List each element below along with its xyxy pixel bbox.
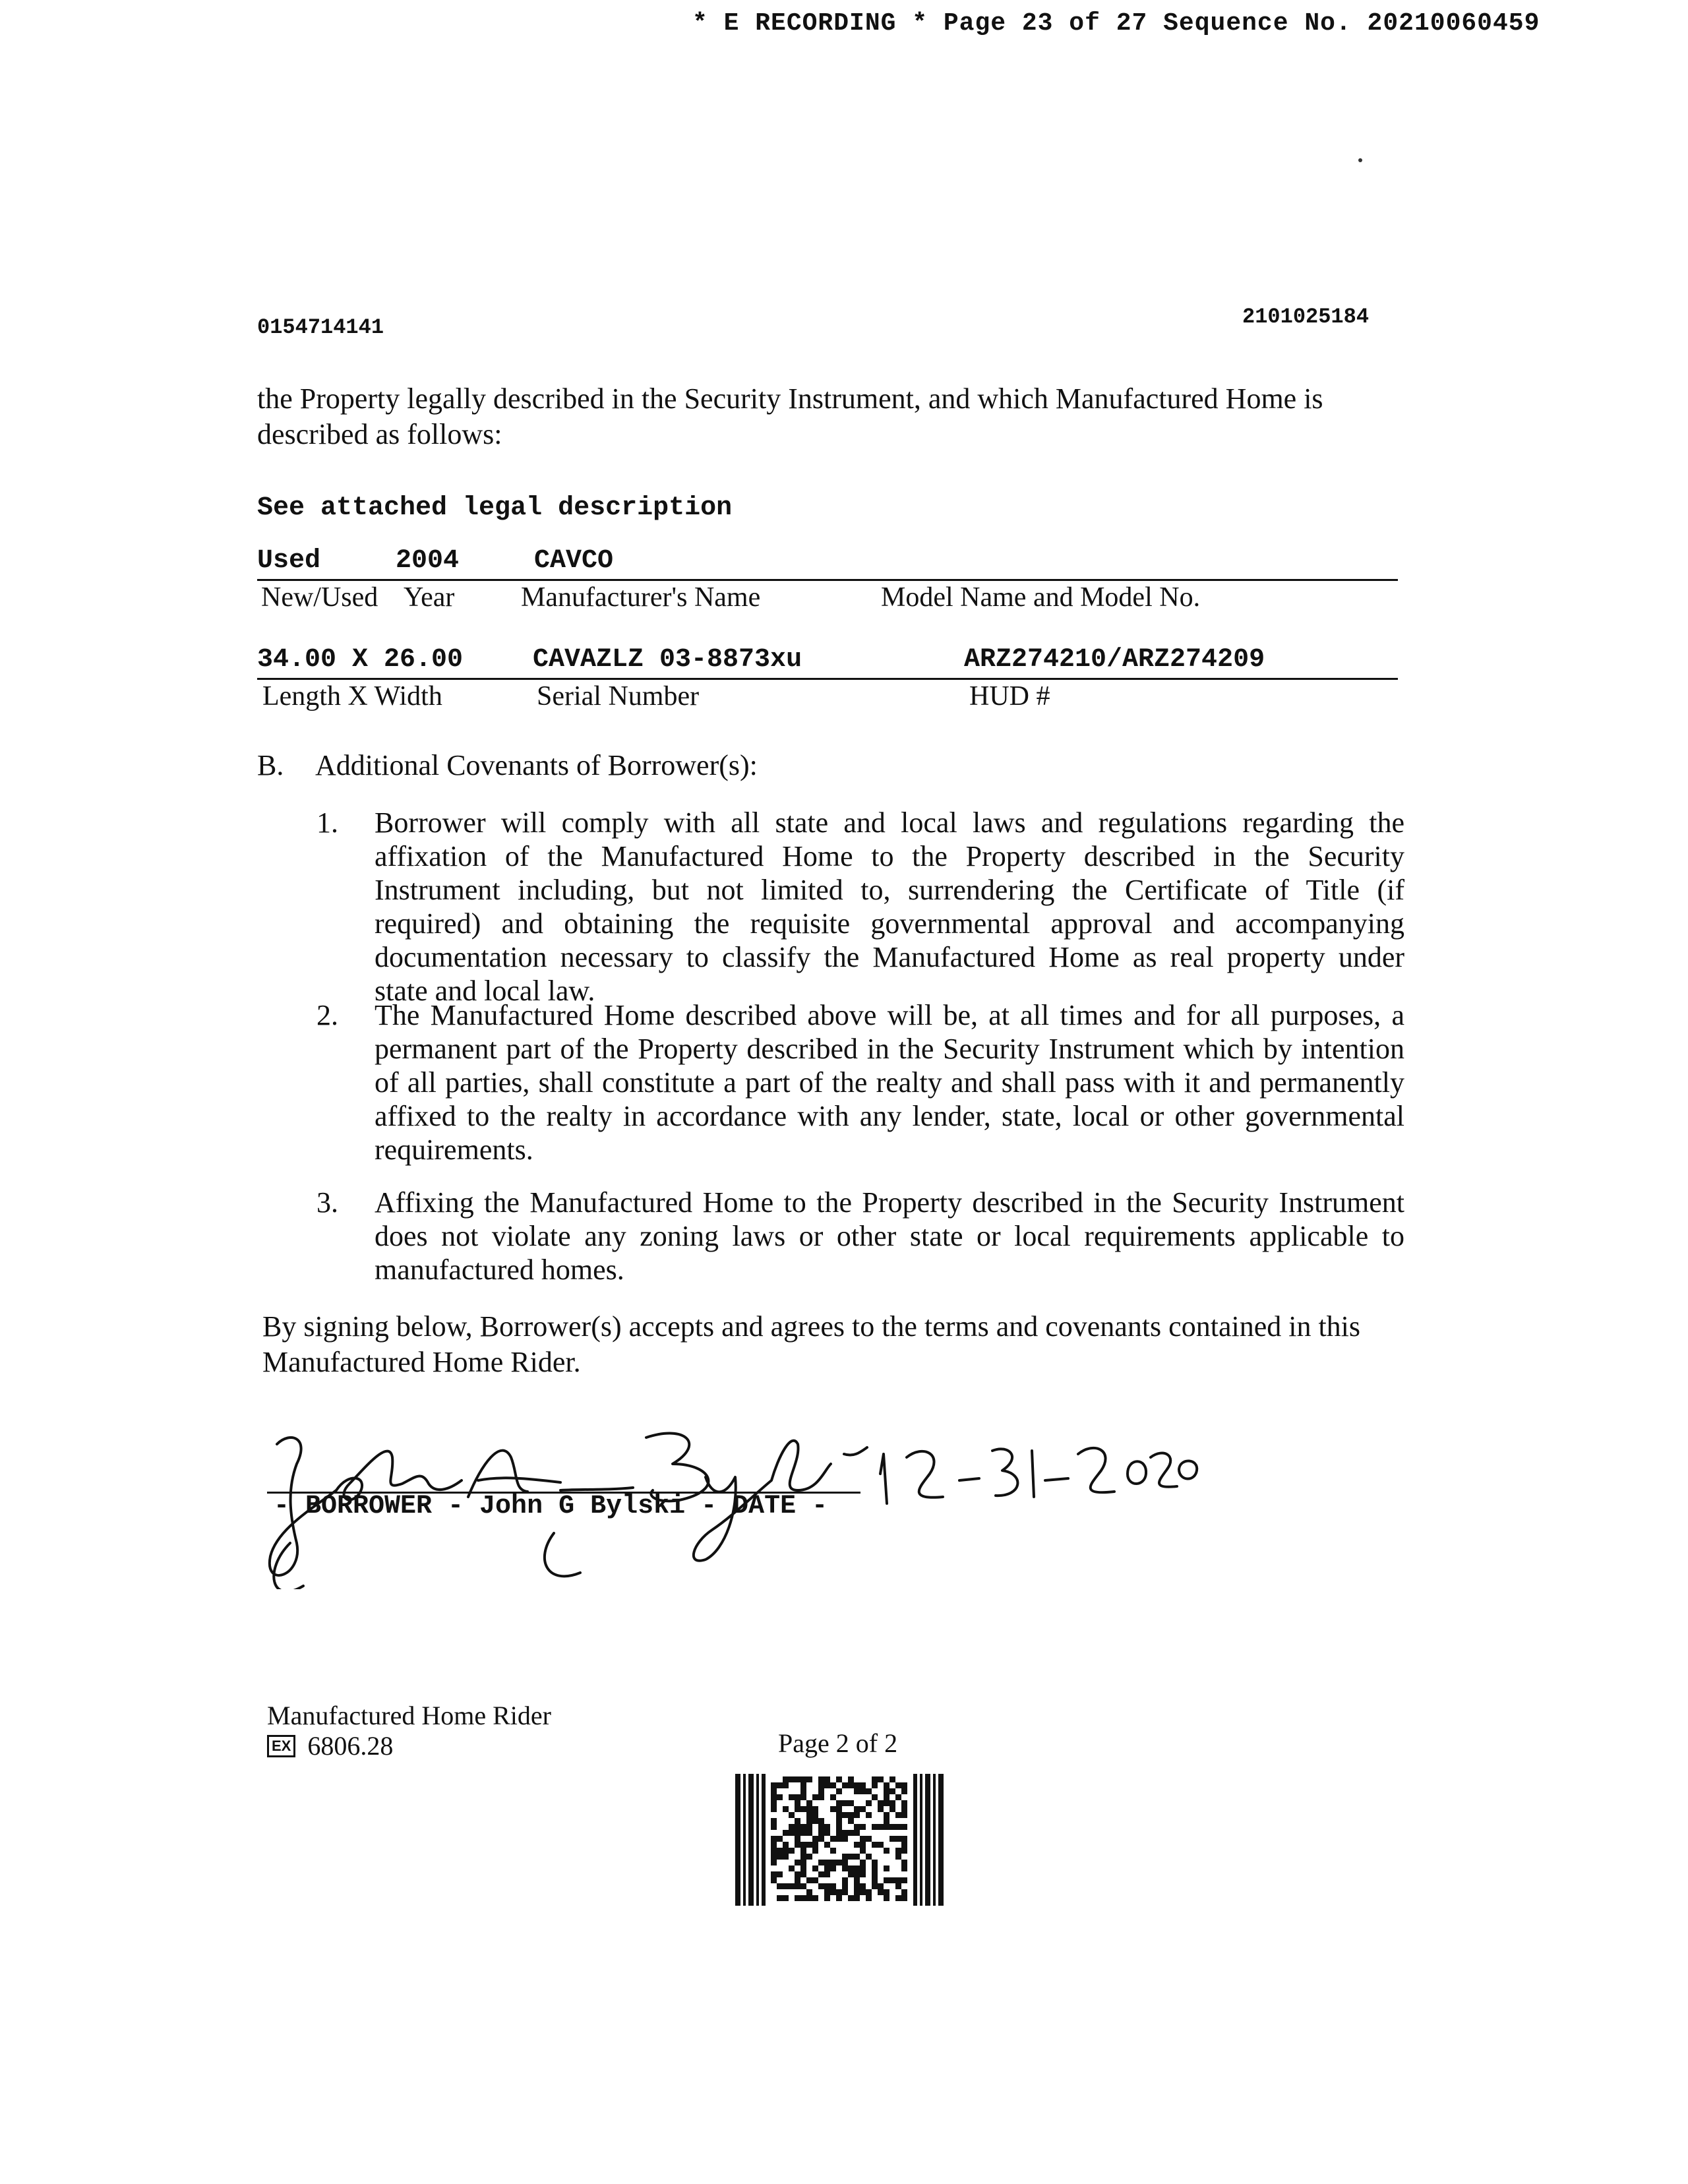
model-label: Model Name and Model No. (881, 582, 1201, 613)
barcode-image (735, 1774, 946, 1906)
form-code-line (267, 1730, 393, 1761)
reference-number: 2101025184 (1242, 305, 1370, 329)
home-details-row-1 (257, 541, 1398, 626)
stray-mark (1358, 158, 1362, 162)
hud-number-value: ARZ274210/ARZ274209 (964, 645, 1265, 675)
new-used-value: Used (257, 546, 321, 576)
covenant-number: 3. (316, 1186, 338, 1219)
hud-number-label: HUD # (969, 681, 1050, 712)
size-label: Length X Width (262, 681, 442, 712)
section-b-heading (257, 748, 758, 782)
form-code: 6806.28 (307, 1731, 394, 1761)
fill-in-line (257, 579, 1398, 581)
home-details-row-2 (257, 640, 1398, 725)
recording-stamp: * E RECORDING * Page 23 of 27 Sequence No. 20210060459 (692, 9, 1540, 38)
covenant-text: Affixing the Manufactured Home to the Property described in the Security Instrument does not violate any zoning laws or other state or local requirements applicable to manufactured homes. (375, 1186, 1404, 1286)
year-value: 2004 (396, 546, 460, 576)
section-letter: B. (257, 749, 284, 781)
closing-paragraph: By signing below, Borrower(s) accepts and agrees to the terms and covenants contained in this Manufactured Home Rider. (262, 1310, 1361, 1378)
year-label: Year (404, 582, 455, 613)
intro-paragraph: the Property legally described in the Security Instrument, and which Manufactured Home is described as follows: (257, 382, 1323, 450)
manufacturer-label: Manufacturer's Name (521, 582, 761, 613)
legal-description-reference: See attached legal description (257, 493, 733, 523)
covenant-item (316, 998, 1404, 1167)
form-vendor-icon: EX (267, 1735, 295, 1757)
covenant-item (316, 1186, 1404, 1287)
covenant-number: 2. (316, 999, 338, 1031)
page-number: Page 2 of 2 (778, 1728, 898, 1758)
borrower-signature-label: - BORROWER - John G Bylski - DATE - (274, 1492, 828, 1521)
serial-number-label: Serial Number (537, 681, 700, 712)
serial-number-value: CAVAZLZ 03-8873xu (533, 645, 802, 675)
manufacturer-value: CAVCO (534, 546, 614, 576)
covenant-text: The Manufactured Home described above will be, at all times and for all purposes, a permanent part of the Property described in the Security Instrument which by intention of all parties, shall constitute a part of the realty and shall pass with it and permanently affixed to the realty in accordance with any lender, state, local or other governmental requirements. (375, 999, 1404, 1166)
size-value: 34.00 X 26.00 (257, 645, 464, 675)
section-title: Additional Covenants of Borrower(s): (315, 749, 758, 781)
fill-in-line (257, 678, 1398, 680)
loan-number: 0154714141 (257, 315, 384, 340)
new-used-label: New/Used (261, 582, 378, 613)
covenant-text: Borrower will comply with all state and local laws and regulations regarding the affixation of the Manufactured Home to the Property described in the Security Instrument including, but not limited to, surrendering the Certificate of Title (if required) and obtaining the requisite governmental approval and accompanying documentation necessary to classify the Manufactured Home as real property under state and local law. (375, 806, 1404, 1007)
covenant-item (316, 806, 1404, 1008)
form-title: Manufactured Home Rider (267, 1701, 551, 1730)
covenant-number: 1. (316, 806, 338, 839)
